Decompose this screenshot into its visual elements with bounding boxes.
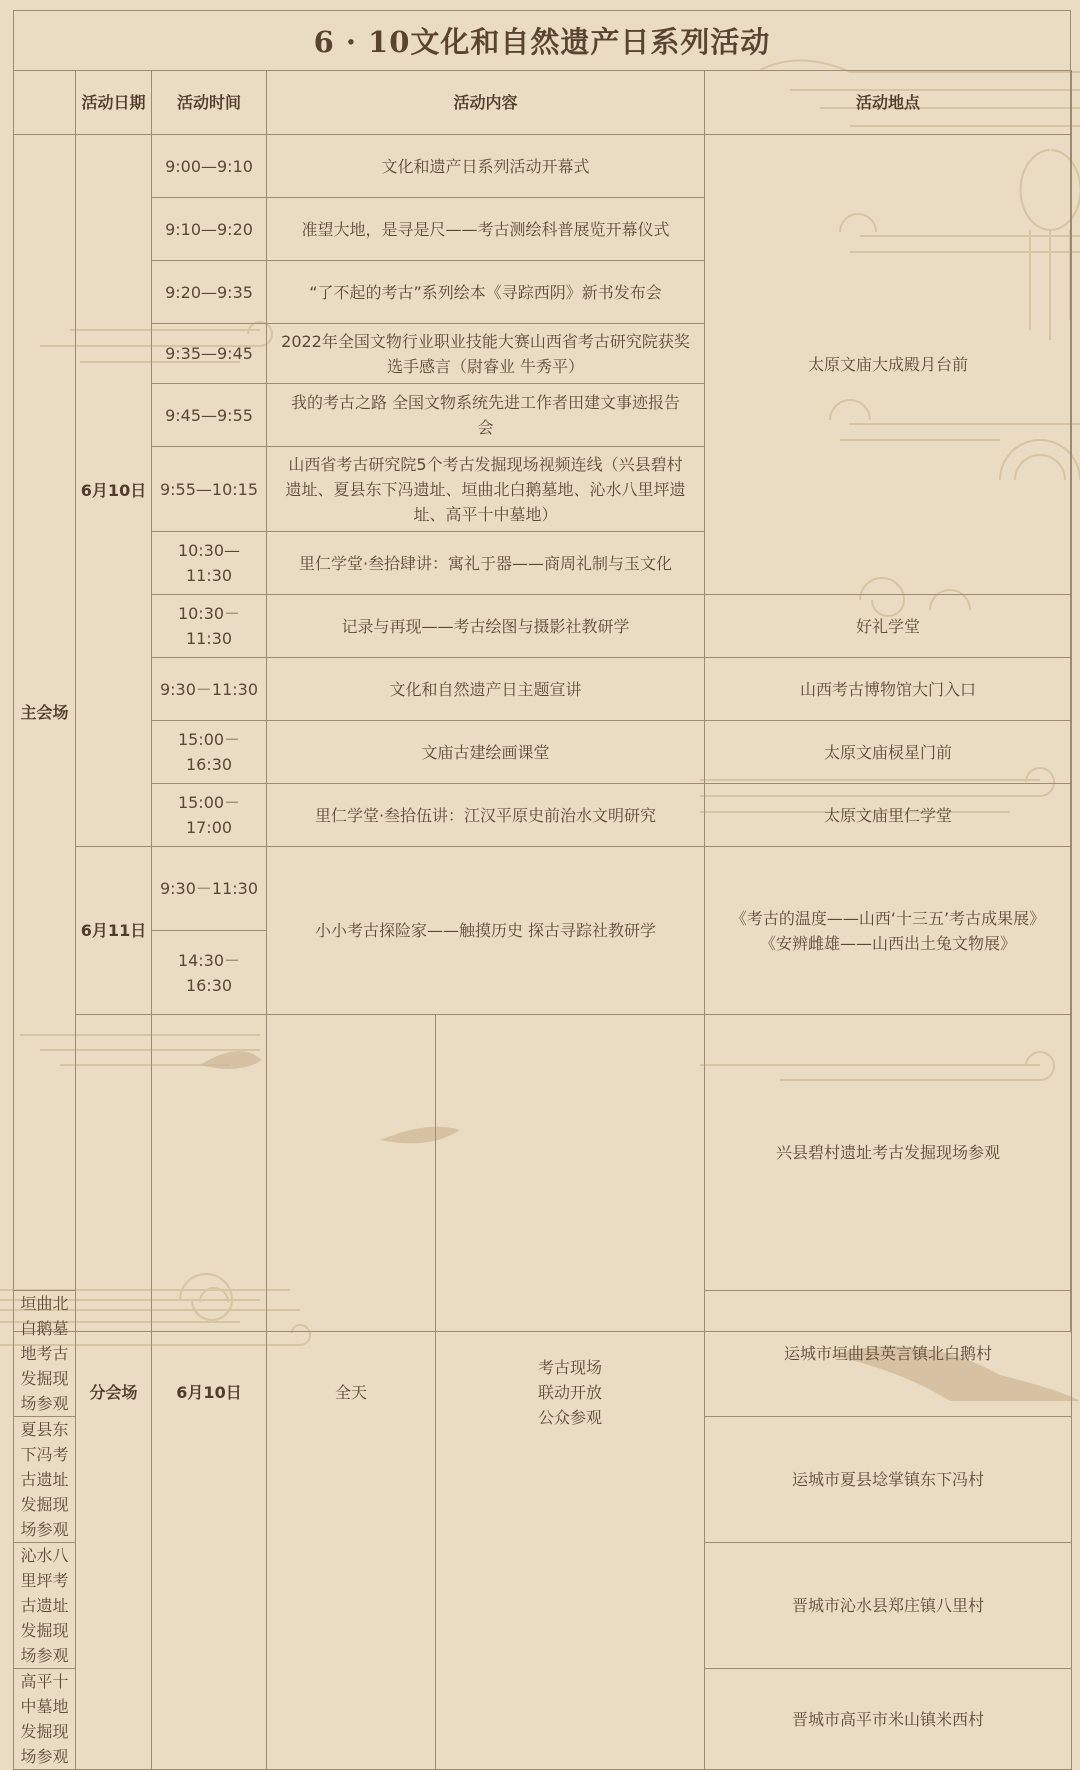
content-cell [267,447,705,532]
table-row [14,784,1072,847]
table-row [14,721,1072,784]
location-cell: 运城市垣曲县英言镇北白鹅村 [705,1291,1072,1417]
time-cell: 9:45—9:55 [152,384,267,447]
date-cell: 6月10日 [152,1015,267,1770]
category-line: 考古现场 [538,1357,603,1377]
content-line: 遗址、夏县东下冯遗址、垣曲北白鹅墓地、沁水八里坪遗 [285,479,686,499]
table-row [14,595,1072,658]
time-cell: 全天 [267,1015,436,1770]
location-cell [705,847,1072,1015]
content-cell: 里仁学堂·叁拾肆讲：寓礼于器——商周礼制与玉文化 [267,532,705,595]
content-cell [267,324,705,384]
content-line: 选手感言（尉睿业 牛秀平） [386,356,585,376]
content-line: 我的考古之路 全国文物系统先进工作者田建文事迹报告 [290,393,681,412]
header-time: 活动时间 [152,71,267,135]
content-cell [267,384,705,447]
table-row [14,135,1072,198]
content-line: 会 [477,418,494,437]
location-cell: 太原文庙棂星门前 [705,721,1072,784]
location-cell: 晋城市高平市米山镇米西村 [705,1669,1072,1770]
category-line: 公众参观 [538,1407,603,1427]
header-location: 活动地点 [705,71,1072,135]
time-cell: 9:10—9:20 [152,198,267,261]
time-cell: 14:30－16:30 [152,931,267,1015]
time-cell: 10:30－11:30 [152,595,267,658]
content-line: 2022年全国文物行业职业技能大赛山西省考古研究院获奖 [281,331,690,351]
header-corner [14,71,76,135]
table-row [14,847,1072,931]
table-row [14,1015,1072,1291]
content-cell: 文化和自然遗产日主题宣讲 [267,658,705,721]
category-cell [436,1015,705,1770]
location-cell: 晋城市沁水县郑庄镇八里村 [705,1543,1072,1669]
date-cell: 6月11日 [76,847,152,1015]
time-cell: 9:35—9:45 [152,324,267,384]
page-title: 6 · 10文化和自然遗产日系列活动 [313,24,771,59]
date-cell: 6月10日 [76,135,152,847]
content-cell: 文化和遗产日系列活动开幕式 [267,135,705,198]
venue-branch-label: 分会场 [76,1015,152,1770]
header-content: 活动内容 [267,71,705,135]
time-cell: 9:20—9:35 [152,261,267,324]
table-row [14,658,1072,721]
time-cell: 9:30－11:30 [152,658,267,721]
content-cell: 夏县东下冯考古遗址发掘现场参观 [14,1417,76,1543]
category-line: 联动开放 [538,1382,603,1402]
location-cell: 山西考古博物馆大门入口 [705,658,1072,721]
content-cell: 沁水八里坪考古遗址发掘现场参观 [14,1543,76,1669]
time-cell: 9:00—9:10 [152,135,267,198]
content-line: 山西省考古研究院5个考古发掘现场视频连线（兴县碧村 [288,454,683,474]
location-cell: 太原文庙里仁学堂 [705,784,1072,847]
header-row [14,71,1072,135]
location-line: 《考古的温度——山西‘十三五’考古成果展》 [730,908,1046,928]
time-cell: 9:30－11:30 [152,847,267,931]
time-cell: 9:55—10:15 [152,447,267,532]
content-cell: 兴县碧村遗址考古发掘现场参观 [705,1015,1072,1291]
time-cell: 15:00－16:30 [152,721,267,784]
location-cell: 运城市夏县埝掌镇东下冯村 [705,1417,1072,1543]
time-cell: 15:00－17:00 [152,784,267,847]
content-line: 址、高平十中墓地） [413,504,558,524]
content-cell: 文庙古建绘画课堂 [267,721,705,784]
content-cell: 里仁学堂·叁拾伍讲：江汉平原史前治水文明研究 [267,784,705,847]
schedule-table [13,70,1072,1770]
time-cell: 10:30—11:30 [152,532,267,595]
location-line: 《安辨雌雄——山西出土兔文物展》 [760,933,1017,953]
content-cell: 小小考古探险家——触摸历史 探古寻踪社教研学 [267,847,705,1015]
venue-main-label: 主会场 [14,135,76,1291]
content-cell: 垣曲北白鹅墓地考古发掘现场参观 [14,1291,76,1417]
content-cell: 记录与再现——考古绘图与摄影社教研学 [267,595,705,658]
content-cell: “了不起的考古”系列绘本《寻踪西阴》新书发布会 [267,261,705,324]
content-cell: 高平十中墓地发掘现场参观 [14,1669,76,1770]
location-cell: 好礼学堂 [705,595,1072,658]
header-date: 活动日期 [76,71,152,135]
content-cell: 准望大地，是寻是尺——考古测绘科普展览开幕仪式 [267,198,705,261]
location-cell: 太原文庙大成殿月台前 [705,135,1072,595]
